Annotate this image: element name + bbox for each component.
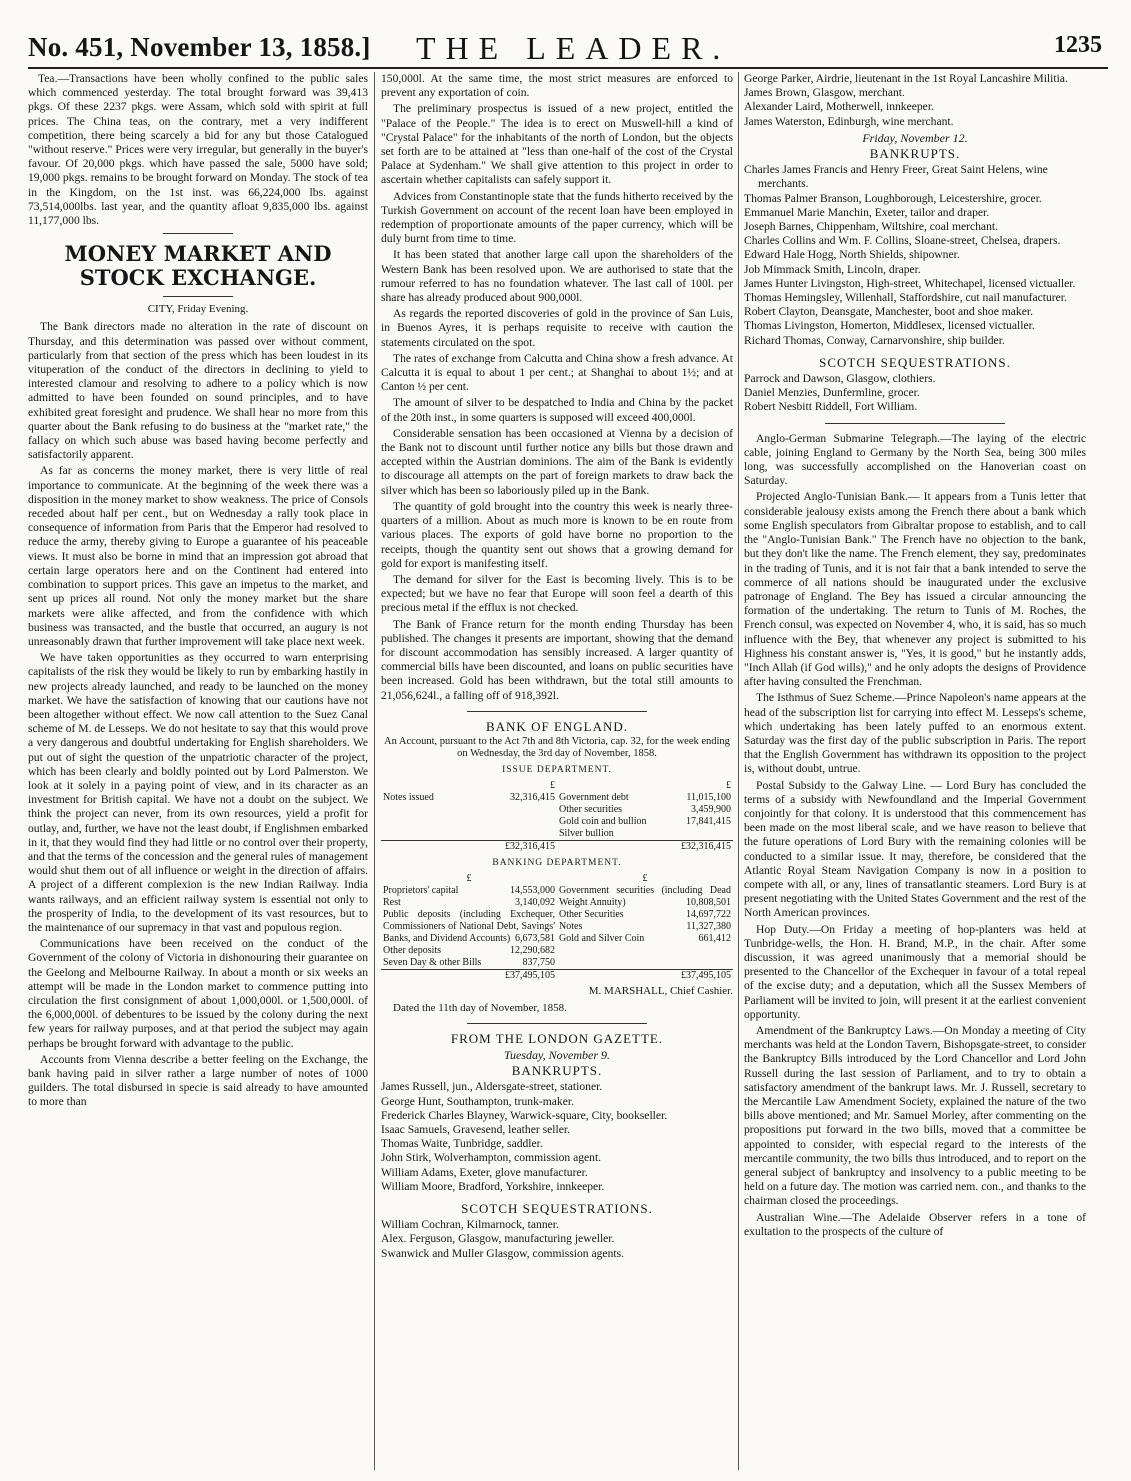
row-label: Rest: [383, 897, 401, 909]
list-item: James Brown, Glasgow, merchant.: [744, 86, 905, 100]
bank-dated: Dated the 11th day of November, 1858.: [393, 1001, 567, 1014]
table-row: [559, 909, 731, 921]
list-item: James Russell, jun., Aldersgate-street, stationer.: [381, 1080, 603, 1094]
article-paragraph: The demand for silver for the East is becoming lively. This is to be expected; but we have no fear that Europe will soon feel a dearth of this precious metal if the efflux is not checked.: [381, 572, 733, 615]
article-paragraph: The Bank directors made no alteration in the rate of discount on Thursday, and this determination was passed over without comment, particularly from that section of the press which has been loudest in its vituperation of the conduct of the directors in declining to yield to interested clamour and resolving to adhere to a policy which is now admitted to have been founded on sound principles, and to have exhibited great foresight and prudence. We shall hear no more from this quarter about the Bank refusing to do business at the "market rate," the fallacy on which such abuse was based having become perfectly and satisfactorily apparent.: [28, 320, 368, 462]
page-number: 1235: [1054, 32, 1102, 58]
list-item: James Hunter Livingston, High-street, Whitechapel, licensed victualler.: [744, 276, 1076, 290]
scotch-title: SCOTCH SEQUESTRATIONS.: [819, 354, 1011, 370]
currency-mark: £: [466, 873, 472, 885]
bankrupts-title: BANKRUPTS.: [869, 146, 961, 162]
column-2: [381, 72, 733, 1470]
table-row: [383, 945, 555, 957]
article-paragraph: The quantity of gold brought into the country this week is nearly three-quarters of a million. About as much more is known to be en route from various places. The exports of gold have borne no proportion to the receipts, though the quantity sent out shows that a growing demand for gold for export is manifesting itself.: [381, 499, 733, 570]
bankrupts-title: BANKRUPTS.: [511, 1063, 603, 1079]
row-label: Other Securities: [559, 909, 624, 921]
issue-department-title: ISSUE DEPARTMENT.: [502, 764, 612, 775]
divider: [467, 711, 647, 712]
header-rule: [28, 67, 1108, 69]
scotch-title: SCOTCH SEQUESTRATIONS.: [461, 1200, 653, 1216]
list-item: William Adams, Exeter, glove manufacturer.: [381, 1165, 588, 1179]
row-amount: 3,459,900: [691, 804, 731, 816]
column-3: [744, 72, 1086, 1470]
article-paragraph: 150,000l. At the same time, the most strict measures are enforced to prevent any exportation of coin.: [381, 72, 733, 100]
table-row: [559, 804, 731, 816]
table-row: [559, 828, 731, 840]
currency-mark: £: [550, 780, 555, 792]
row-amount: 3,140,092: [515, 897, 555, 909]
list-item: Thomas Livingston, Homerton, Middlesex, licensed victualler.: [744, 319, 1035, 333]
row-amount: 6,673,581: [515, 933, 555, 945]
row-amount: 12,290,682: [510, 945, 555, 957]
currency-mark: £: [726, 780, 731, 792]
table-row: [559, 816, 731, 828]
article-paragraph: The preliminary prospectus is issued of a new project, entitled the "Palace of the People." The idea is to erect on Muswell-hill a kind of "Crystal Palace" for the inhabitants of the north of London, but the objects set forth are to be attained at "less than one-half of the cost of the Crystal Palace at Sydenham." We shall give attention to this project in order to ascertain whether capitalists can safely support it.: [381, 102, 733, 187]
row-amount: 11,015,100: [686, 792, 731, 804]
list-item: Thomas Waite, Tunbridge, saddler.: [381, 1137, 543, 1151]
row-amount: 17,841,415: [686, 816, 731, 828]
list-item: Daniel Menzies, Dunfermline, grocer.: [744, 386, 920, 400]
list-item: George Parker, Airdrie, lieutenant in the 1st Royal Lancashire Militia.: [744, 72, 1068, 85]
list-item: Joseph Barnes, Chippenham, Wiltshire, coal merchant.: [744, 220, 998, 234]
banking-total-left: £37,495,105: [381, 970, 557, 983]
article-paragraph: Advices from Constantinople state that the funds hitherto received by the Turkish Government on account of the recent loan have been employed in redemption of proportionate amounts of the paper currency, which will be duly burnt from time to time.: [381, 189, 733, 246]
list-item: Thomas Hemingsley, Willenhall, Staffordshire, cut nail manufacturer.: [744, 291, 1067, 305]
list-item: William Moore, Bradford, Yorkshire, innkeeper.: [381, 1179, 605, 1193]
cashier-signature: M. MARSHALL, Chief Cashier.: [588, 985, 733, 998]
divider: [163, 233, 233, 234]
list-item: Robert Clayton, Deansgate, Manchester, boot and shoe maker.: [744, 305, 1033, 319]
banking-total-right: £37,495,105: [557, 970, 733, 983]
issue-table: [381, 780, 733, 853]
row-amount: 837,750: [522, 957, 555, 969]
table-row: [559, 792, 731, 804]
row-label: Public deposits (including Exchequer, Commissioners of National Debt, Savings' Banks, and Dividend Accounts): [383, 909, 555, 945]
issue-total-left: £32,316,415: [381, 841, 557, 854]
row-amount: 11,327,380: [686, 921, 731, 933]
column-divider: [374, 72, 375, 1470]
banking-department-title: BANKING DEPARTMENT.: [492, 858, 622, 869]
table-row: [559, 933, 731, 945]
article-paragraph: Considerable sensation has been occasioned at Vienna by a decision of the Bank not to discount until further notice any bills but those drawn and accepted within the Austrian dominions. The aim of the Bank is evidently to discourage all attempts on the part of foreign markets to draw back the silver which has been so laboriously piled up in the Bank.: [381, 426, 733, 497]
row-label: Notes issued: [383, 792, 434, 804]
article-paragraph: Projected Anglo-Tunisian Bank.— It appears from a Tunis letter that considerable jealousy exists among the French there about a bank which some English speculators from Gibraltar propose to establish, and to call the "Anglo-Tunisian Bank." The French have no objection to the bank, but they don't like the name. The French element, they say, predominates in the trading of Tunis, and it is not fair that a bank intended to serve the commerce of all nations should be inaugurated under the exclusive patronage of England. The Bey has issued a circular announcing the formation of the undertaking. The return to Tunis of M. Roches, the French consul, was expected on November 4, who, it is said, has so much influence with the Bey, that whenever any project is submitted to his Highness his constant answer is, "Yes, it is good," but he instantly adds, "Inch Allah (if God wills)," and he only adopts the designs of Providence after having consulted the Frenchman.: [744, 490, 1086, 689]
bank-intro: An Account, pursuant to the Act 7th and 8th Victoria, cap. 32, for the week ending on Wednesday, the 3rd day of November, 1858.: [384, 735, 730, 759]
list-item: Swanwick and Muller Glasgow, commission agents.: [381, 1246, 625, 1260]
list-item: Emmanuel Marie Manchin, Exeter, tailor and draper.: [744, 205, 990, 219]
article-paragraph: The rates of exchange from Calcutta and China show a fresh advance. At Calcutta it is equal to about 1 per cent.; at Shanghai to about 1½; and at Canton ½ per cent.: [381, 351, 733, 394]
tea-report: Tea.—Transactions have been wholly confined to the public sales which commenced yesterday. The total brought forward was 39,413 pkgs. Of these 2237 pkgs. were Assam, which sold with spirit at full prices. The China teas, on the contrary, met a very indifferent competition, there being scarcely a bid for any but those Catalogued "without reserve." Prices were very irregular, but generally in the buyer's favour. Of 20,000 pkgs. which have passed the sale, 5000 have sold; 19,000 pkgs. remains to be brought forward on Monday. The stock of tea in the Kingdom, on the 1st inst. was 66,224,000 lbs. against 73,514,000lbs. last year, and the quantity afloat 9,835,000 lbs. against 11,177,000 lbs.: [28, 72, 368, 228]
article-paragraph: Accounts from Vienna describe a better feeling on the Exchange, the bank having paid in silver rather a large number of notes of 1000 guilders. The total disbursed in specie is said already to have amounted to more than: [28, 1052, 368, 1109]
list-item: Charles Collins and Wm. F. Collins, Sloane-street, Chelsea, drapers.: [744, 234, 1061, 248]
bank-title: BANK OF ENGLAND.: [485, 718, 629, 734]
row-amount: 10,808,501: [686, 897, 731, 909]
section-heading: MONEY MARKET AND STOCK EXCHANGE.: [64, 241, 332, 291]
column-divider: [738, 72, 739, 1470]
table-row: [383, 792, 555, 804]
list-item: William Cochran, Kilmarnock, tanner.: [381, 1218, 559, 1232]
row-label: Gold coin and bullion: [559, 816, 647, 828]
row-label: Notes: [559, 921, 583, 933]
list-item: Robert Nesbitt Riddell, Fort William.: [744, 400, 918, 414]
list-item: John Stirk, Wolverhampton, commission agent.: [381, 1151, 602, 1165]
row-amount: 14,697,722: [686, 909, 731, 921]
article-paragraph: We have taken opportunities as they occurred to warn enterprising capitalists of the risk they would be likely to run by embarking hastily in new projects already launched, and ready to be launched on the money market. We have the satisfaction of knowing that our cautions have not been altogether without effect. We now call attention to the Suez Canal scheme of M. de Lesseps. We do not hesitate to say that this would prove a very dangerous and doubtful undertaking for English shareholders. We put out of sight the question of the unpatriotic character of the project, which has been clearly and boldly pointed out by Lord Palmerston. We look at it solely in a paying point of view, and in its character as an investment for British capital. We have not a doubt on the subject. We think the project can never, from its own resources, yield a profit for outlay, and, further, we have not the least doubt, if Englishmen embarked in it, that they would find they had little or no control over their property, and that the terms of the concession and the general rules of management would shut them out of all influence or weight in the direction of affairs. A project of a different complexion is the new Indian Railway. India wants railways, and an efficient railway system is essential not only to the prosperity of India, to the development of its vast resources, but to the maintenance of our supremacy in that vast and populous region.: [28, 651, 368, 934]
list-item: George Hunt, Southampton, trunk-maker.: [381, 1094, 574, 1108]
column-1: [28, 72, 368, 1470]
gazette-title: FROM THE LONDON GAZETTE.: [450, 1030, 664, 1046]
article-paragraph: Communications have been received on the conduct of the Government of the colony of Victoria in dishonouring their guarantee on the Geelong and Melbourne Railway. In about a month or six weeks an attempt will be made in the London market to commence putting into circulation the first consignment of about 1,000,000l. or 1,500,000l. of the 6,000,000l. of debentures to be issued by the colony during the next few years for railway purposes, and at that period the subject may again perhaps be brought forward with advantage to the public.: [28, 937, 368, 1050]
row-label: Proprietors' capital: [383, 885, 459, 897]
table-row: [383, 957, 555, 969]
issue-date: No. 451, November 13, 1858.]: [28, 32, 371, 62]
list-item: Frederick Charles Blayney, Warwick-square, City, bookseller.: [381, 1108, 668, 1122]
article-paragraph: Anglo-German Submarine Telegraph.—The laying of the electric cable, joining England to Germany by the North Sea, being 300 miles long, was successfully accomplished on the Hanoverian coast on Saturday.: [744, 431, 1086, 488]
row-label: Government debt: [559, 792, 629, 804]
list-item: Alexander Laird, Motherwell, innkeeper.: [744, 100, 934, 114]
list-item: Alex. Ferguson, Glasgow, manufacturing jeweller.: [381, 1232, 615, 1246]
newspaper-title: THE LEADER.: [416, 30, 731, 66]
issue-total-right: £32,316,415: [557, 841, 733, 854]
row-label: Other securities: [559, 804, 623, 816]
table-row: [383, 909, 555, 945]
row-label: Government securities (including Dead Weight Annuity): [559, 885, 731, 909]
divider: [825, 423, 1005, 424]
table-row: [383, 885, 555, 897]
list-item: Thomas Palmer Branson, Loughborough, Leicestershire, grocer.: [744, 191, 1042, 205]
gazette-date: Friday, November 12.: [862, 130, 968, 145]
article-paragraph: Amendment of the Bankruptcy Laws.—On Monday a meeting of City merchants was held at the London Tavern, Bishopsgate-street, to consider the Bankruptcy Bills introduced by the Lord Chancellor and Lord John Russell during the last session of Parliament, and to try to obtain a satisfactory amendment of the bankrupt laws. Mr. J. Russell, secretary to the Mercantile Law Amendment Society, explained the nature of the two bills above mentioned; and Mr. Samuel Morley, after commenting on the propositions put forward in the two bills, moved that a committee be appointed to consider, with especial regard to the interests of the mercantile community, the two bills thus introduced, and to report on the general subject of bankruptcy and insolvency to a public meeting to be held on a future day. The motion was carried nem. con., and thanks to the chairman closed the proceedings.: [744, 1024, 1086, 1208]
article-paragraph: The Bank of France return for the month ending Thursday has been published. The changes it presents are important, showing that the demand for discount accommodation has sensibly increased. A larger quantity of commercial bills have been discounted, and loans on public securities have been increased. Gold has been withdrawn, but the total still amounts to 21,056,624l., a falling off of 918,392l.: [381, 617, 733, 702]
divider: [163, 296, 233, 297]
article-paragraph: As regards the reported discoveries of gold in the province of San Luis, in Buenos Ayres, it is perhaps requisite to receive with caution the statements circulated on the spot.: [381, 307, 733, 349]
row-label: Gold and Silver Coin: [559, 933, 645, 945]
banking-table: [381, 873, 733, 982]
table-row: [559, 885, 731, 909]
list-item: Job Mimmack Smith, Lincoln, draper.: [744, 262, 921, 276]
article-paragraph: Hop Duty.—On Friday a meeting of hop-planters was held at Tunbridge-wells, the Hon. H. Brand, M.P., in the chair. After some discussion, it was agreed unanimously that a memorial should be presented to the Chancellor of the Exchequer in favour of a total repeal of the excise duty; and a deputation, which all the Sussex Members of Parliament will be invited to join, will present it at the earliest convenient opportunity.: [744, 922, 1086, 1021]
row-label: Other deposits: [383, 945, 442, 957]
table-row: [559, 921, 731, 933]
row-label: Silver bullion: [559, 828, 614, 840]
divider: [467, 1023, 647, 1024]
list-item: Edward Hale Hogg, North Shields, shipowner.: [744, 248, 960, 262]
row-amount: 661,412: [698, 933, 731, 945]
list-item: James Waterston, Edinburgh, wine merchant.: [744, 114, 954, 128]
article-paragraph: Postal Subsidy to the Galway Line. — Lord Bury has concluded the terms of a subsidy with Newfoundland and the Imperial Government conjointly for that colony. It is understood that this commencement has been made on the most liberal scale, and we have reason to believe that the future operations of Lord Bury with the remaining colonies will be conducted to a similar issue. It may, therefore, be considered that the Atlantic Royal Steam Navigation Company is now in a position to compete with all, or any, lines of transatlantic steamers. Lord Bury is at present negotiating with the United States Government and the rest of the North American provinces.: [744, 778, 1086, 920]
article-paragraph: Australian Wine.—The Adelaide Observer refers in a tone of exultation to the prospects of the culture of: [744, 1210, 1086, 1238]
article-paragraph: As far as concerns the money market, there is very little of real importance to communicate. At the beginning of the week there was a disposition in the money market to show weakness. The price of Consols receded about half per cent., but on Wednesday a rally took place in consequence of information from Paris that the Emperor had resolved to reduce the army, thereby giving to Europe a guarantee of his peaceable views. It must also be borne in mind that an impression got abroad that certain large operators here and on the Continent had entered into combination to support prices. This gave an impetus to the market, and sent up prices all round. Not only the money market but the share markets were alike affected, and from the confidence with which business was transacted, and the bustle that occurred, an augury is not unreasonably drawn that further improvement will take place next week.: [28, 464, 368, 648]
article-paragraph: It has been stated that another large call upon the shareholders of the Western Bank has been resolved upon. We are authorised to state that the rumour referred to has no foundation whatever. The last call of 100l. per share has already produced about 900,000l.: [381, 248, 733, 305]
row-amount: 14,553,000: [510, 885, 555, 897]
page-header: [28, 24, 1108, 68]
row-amount: 32,316,415: [510, 792, 555, 804]
gazette-date: Tuesday, November 9.: [504, 1047, 610, 1062]
article-paragraph: The amount of silver to be despatched to India and China by the packet of the 20th inst., in some quarters is supposed will exceed 400,000l.: [381, 396, 733, 424]
table-row: [383, 897, 555, 909]
list-item: Parrock and Dawson, Glasgow, clothiers.: [744, 372, 936, 386]
dateline: CITY, Friday Evening.: [147, 303, 249, 316]
list-item: Charles James Francis and Henry Freer, Great Saint Helens, wine merchants.: [744, 163, 1048, 191]
currency-mark: £: [642, 873, 648, 885]
row-label: Seven Day & other Bills: [383, 957, 482, 969]
list-item: Isaac Samuels, Gravesend, leather seller.: [381, 1122, 570, 1136]
article-paragraph: The Isthmus of Suez Scheme.—Prince Napoleon's name appears at the head of the subscription list for carrying into effect M. Lesseps's scheme, which undertaking has been lately puffed to an enormous extent. Saturday was the first day of the public subscription in Paris. The report that the English Government has withdrawn its opposition to the project is, without doubt, untrue.: [744, 691, 1086, 776]
list-item: Richard Thomas, Conway, Carnarvonshire, ship builder.: [744, 333, 1005, 347]
